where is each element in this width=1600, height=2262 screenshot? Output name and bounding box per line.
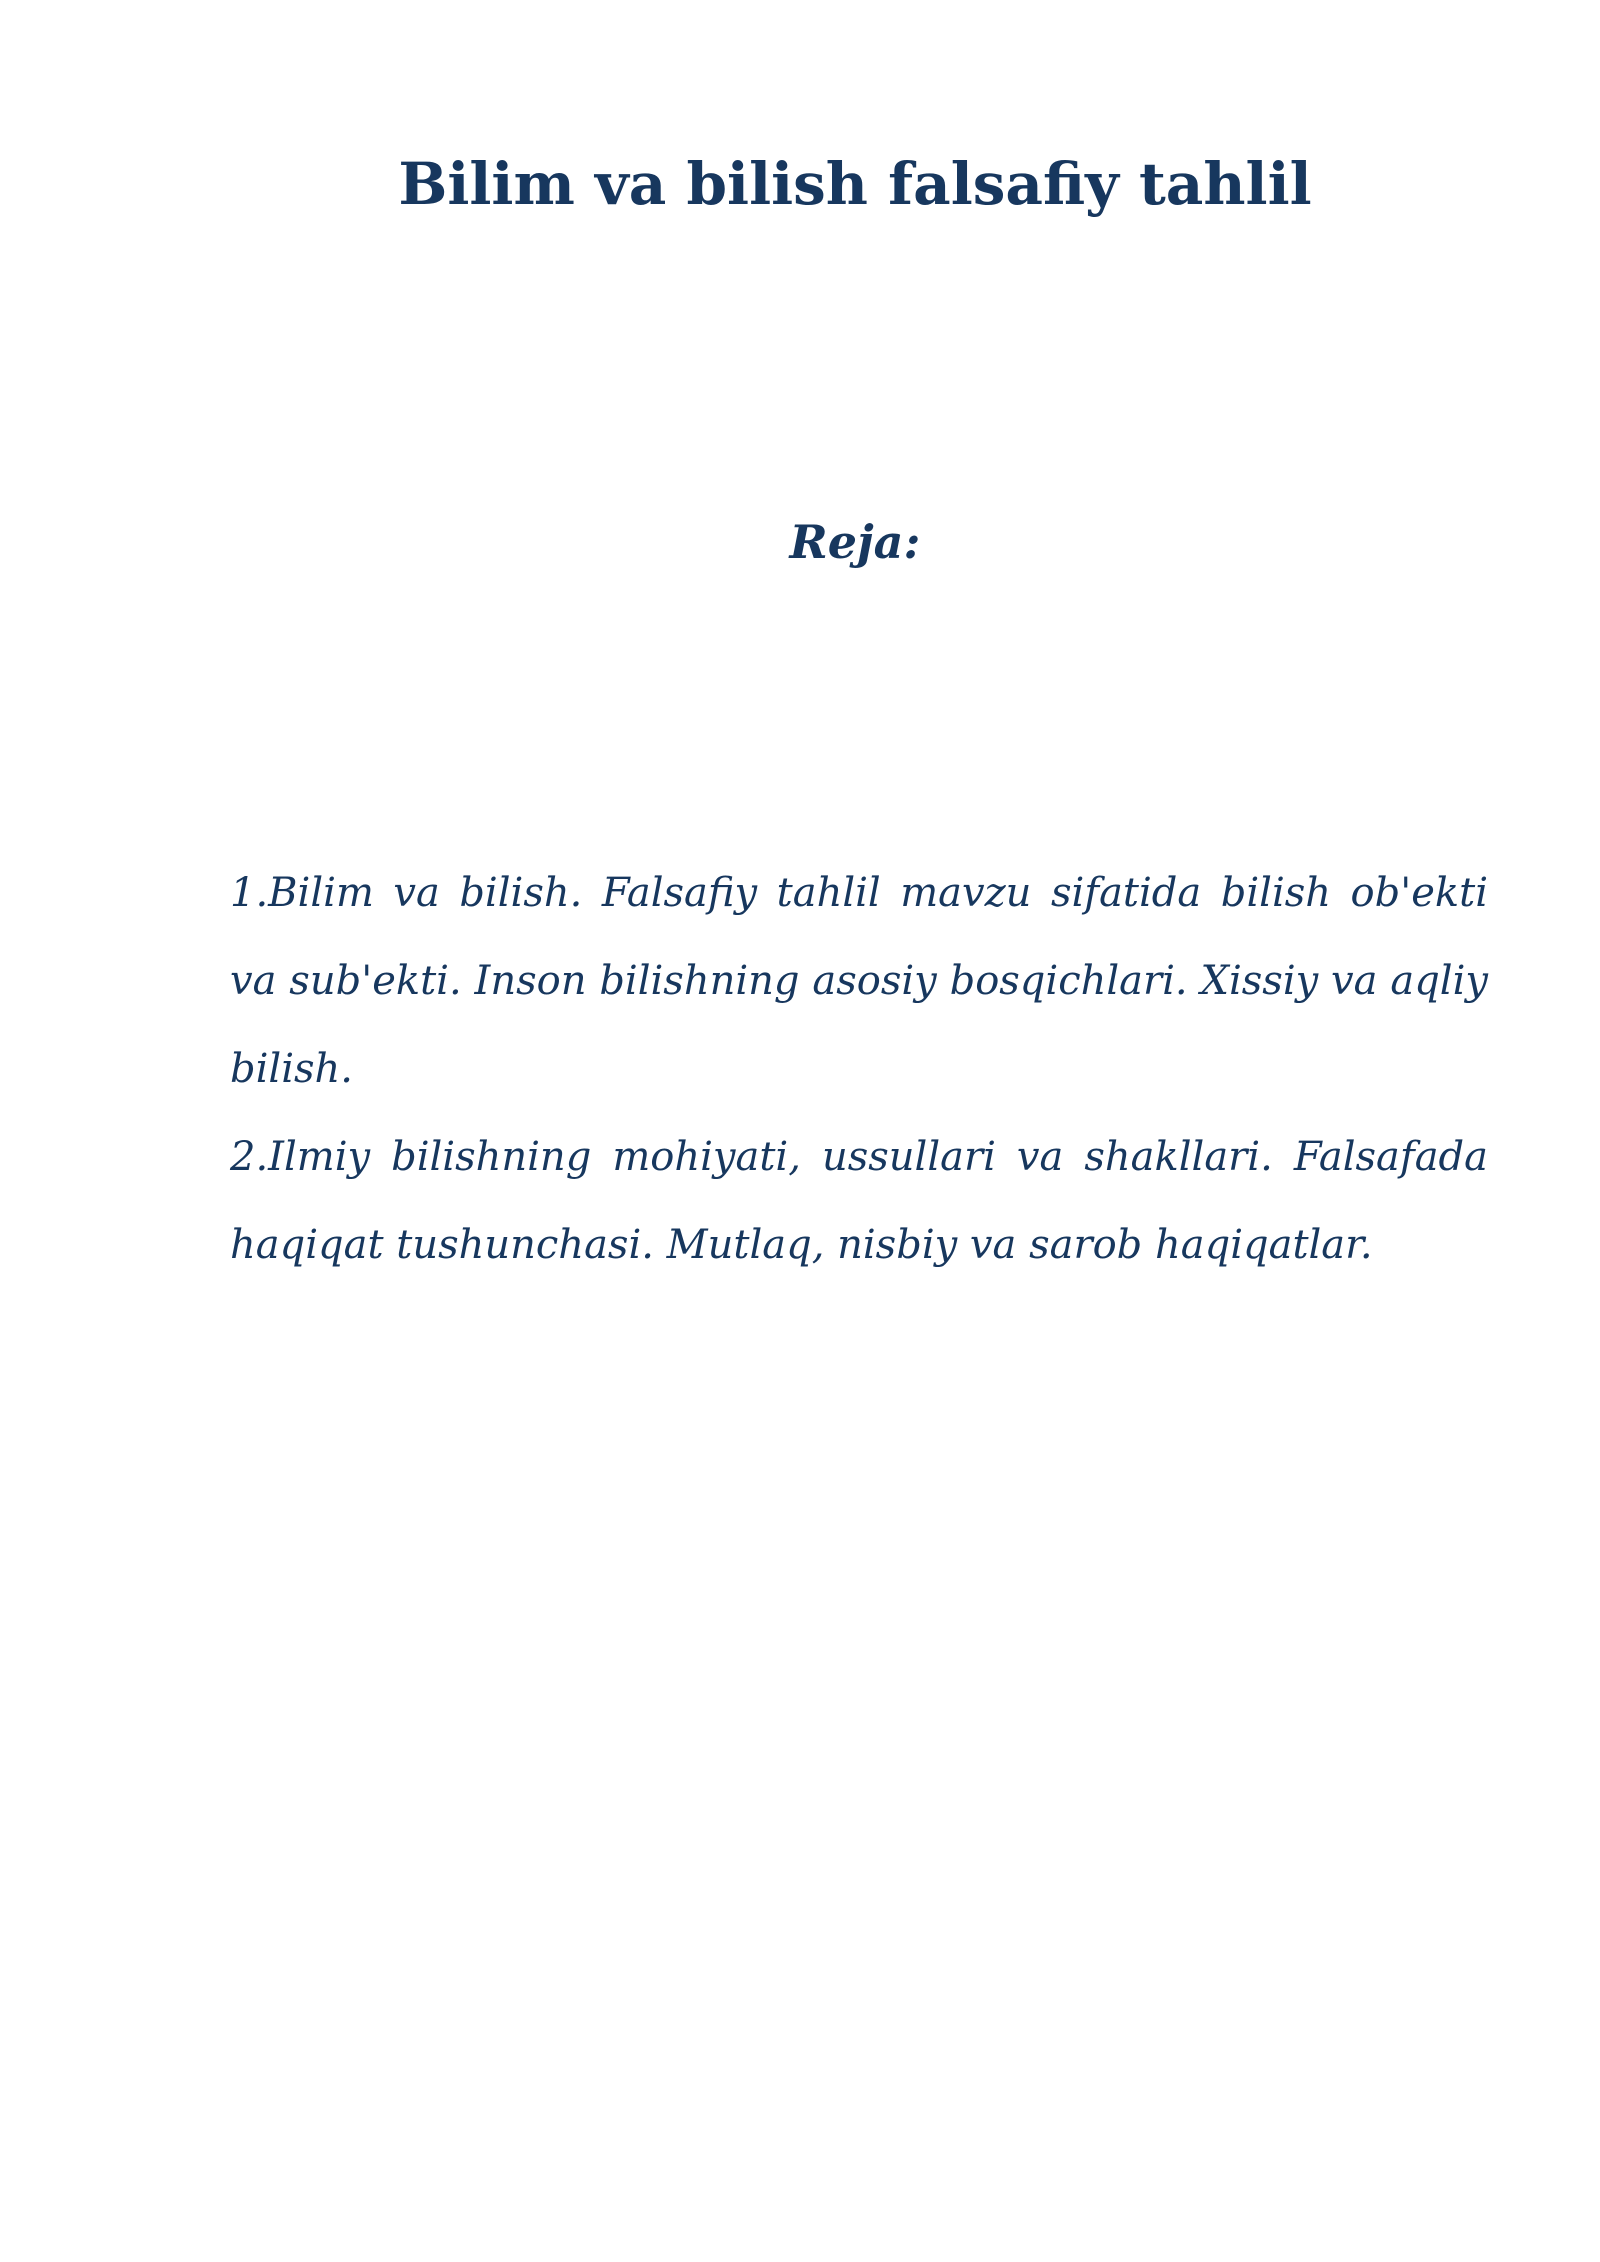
plan-list [230,849,1488,1289]
document-title: Bilim va bilish falsafiy tahlil [398,150,1312,218]
plan-item-1: 1.Bilim va bilish. Falsafiy tahlil mavzu sifatida bilish ob'ekti va sub'ekti. Inson bilishning asosiy bosqichlari. Xissiy va aqliy bilish. [230,870,1488,1092]
plan-item-2: 2.Ilmiy bilishning mohiyati, ussullari va shakllari. Falsafada haqiqat tushunchasi. Mutlaq, nisbiy va sarob haqiqatlar. [230,1134,1488,1268]
plan-heading: Reja: [789,515,921,569]
